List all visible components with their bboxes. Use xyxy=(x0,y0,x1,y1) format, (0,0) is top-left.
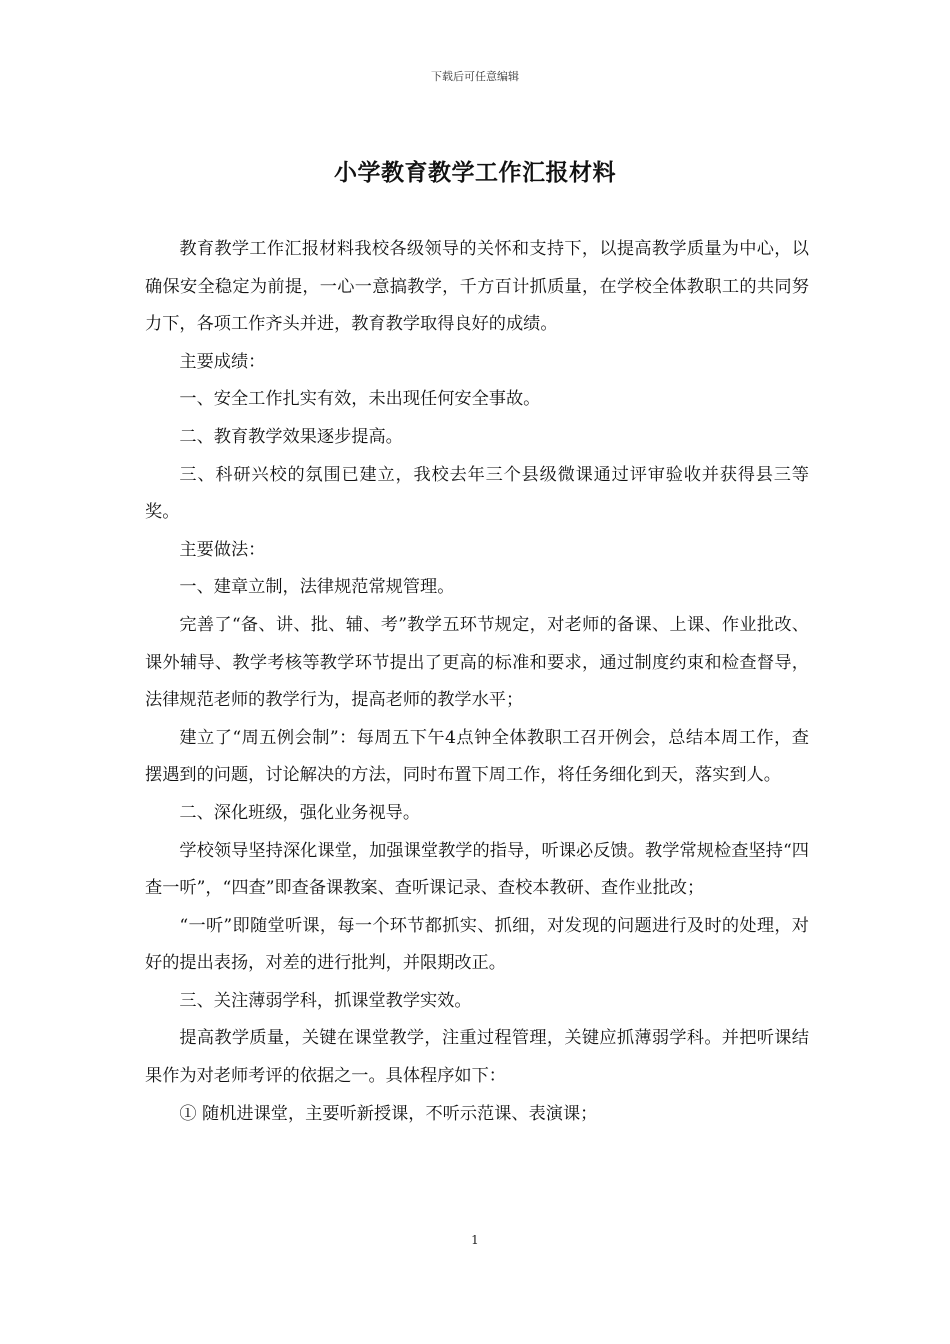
paragraph-achievement-1: 一、安全工作扎实有效，未出现任何安全事故。 xyxy=(179,389,541,410)
paragraph-method-1-detail-a: 完善了“备、讲、批、辅、考”教学五环节规定，对老师的备课、上课、作业批改、课外辅导、教学考核等教学环节提出了更高的标准和要求，通过制度约束和检查督导，法律规范老师的教学行为，提高老师的教学水平； xyxy=(145,614,809,711)
document-title: 小学教育教学工作汇报材料 xyxy=(334,159,616,186)
paragraph-methods-heading: 主要做法： xyxy=(179,539,266,560)
paragraph-method-2-detail-b: “一听”即随堂听课，每一个环节都抓实、抓细，对发现的问题进行及时的处理，对好的提出表扬，对差的进行批判，并限期改正。 xyxy=(145,915,809,974)
paragraph-achievement-3: 三、科研兴校的氛围已建立，我校去年三个县级微课通过评审验收并获得县三等奖。 xyxy=(145,464,809,523)
paragraph-procedure-step-1: ① 随机进课堂，主要听新授课，不听示范课、表演课； xyxy=(179,1103,598,1124)
paragraph-method-1-heading: 一、建章立制，法律规范常规管理。 xyxy=(179,577,455,598)
paragraph-intro: 教育教学工作汇报材料我校各级领导的关怀和支持下，以提高教学质量为中心，以确保安全稳定为前提，一心一意搞教学，千方百计抓质量，在学校全体教职工的共同努力下，各项工作齐头并进，教育教学取得良好的成绩。 xyxy=(145,239,809,335)
paragraph-achievements-heading: 主要成绩： xyxy=(179,351,266,372)
paragraph-method-3-detail: 提高教学质量，关键在课堂教学，注重过程管理，关键应抓薄弱学科。并把听课结果作为对老师考评的依据之一。具体程序如下： xyxy=(145,1028,809,1087)
paragraph-method-1-detail-b: 建立了“周五例会制”：每周五下午4点钟全体教职工召开例会，总结本周工作，查摆遇到的问题，讨论解决的方法，同时布置下周工作，将任务细化到天，落实到人。 xyxy=(145,727,809,786)
paragraph-method-2-detail-a: 学校领导坚持深化课堂，加强课堂教学的指导，听课必反馈。教学常规检查坚持“四查一听”，“四查”即查备课教案、查听课记录、查校本教研、查作业批改； xyxy=(145,840,809,899)
page-header-note: 下载后可任意编辑 xyxy=(431,70,519,83)
paragraph-achievement-2: 二、教育教学效果逐步提高。 xyxy=(179,426,403,447)
document-body xyxy=(145,231,809,1133)
paragraph-method-2-heading: 二、深化班级，强化业务视导。 xyxy=(179,802,421,823)
page-number: 1 xyxy=(471,1233,479,1247)
paragraph-method-3-heading: 三、关注薄弱学科，抓课堂教学实效。 xyxy=(179,990,472,1011)
